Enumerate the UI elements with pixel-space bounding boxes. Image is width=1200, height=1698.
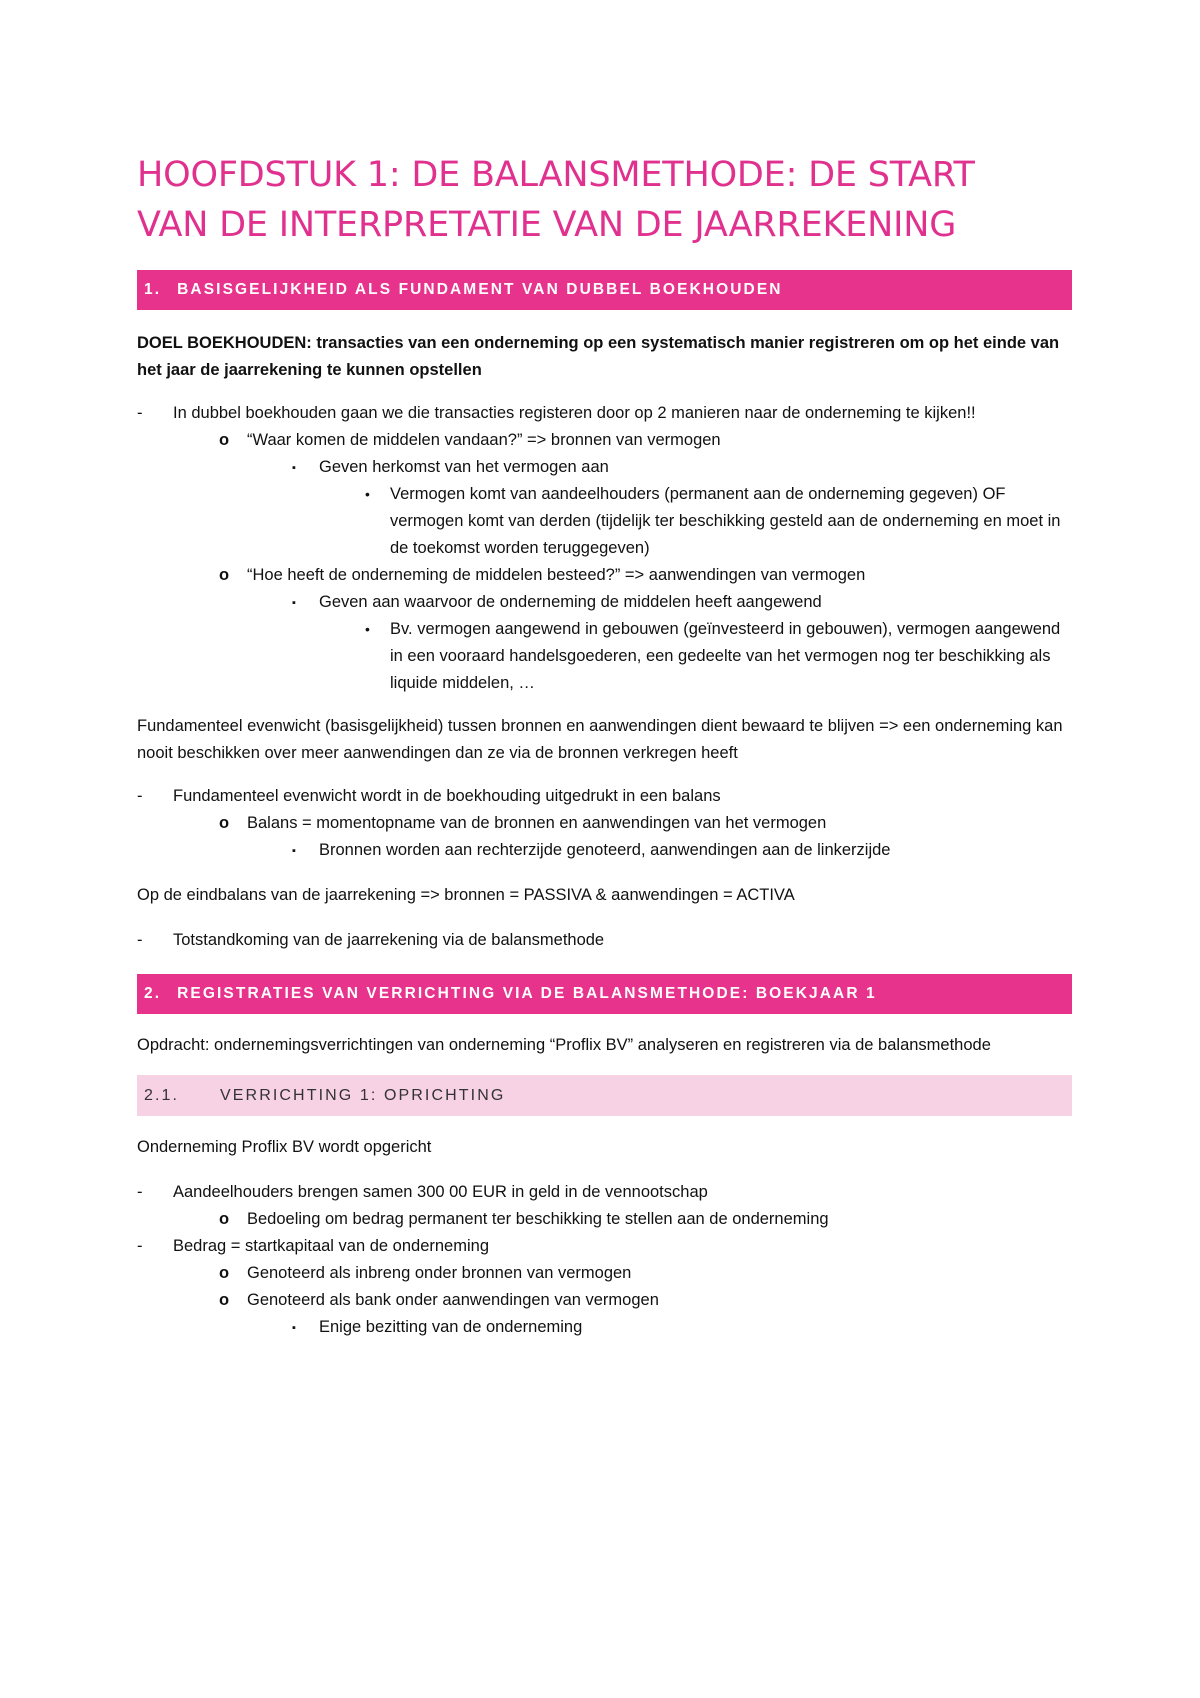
section-2-1-heading (137, 1075, 1072, 1116)
list-item (137, 400, 1072, 427)
section-1-number: 1. (144, 281, 162, 298)
circle-bullet: o (219, 1264, 230, 1282)
list-item-text: Aandeelhouders brengen samen 300 00 EUR in geld in de vennootschap (173, 1183, 708, 1201)
dash-bullet: - (137, 787, 143, 805)
opdracht-paragraph: Opdracht: ondernemingsverrichtingen van onderneming “Proflix BV” analyseren en registreren via de balansmethode (137, 1036, 991, 1054)
page-content (137, 150, 1072, 1341)
title-line-2: VAN DE INTERPRETATIE VAN DE JAARREKENING (137, 205, 957, 245)
section-2-1-number: 2.1. (144, 1086, 180, 1104)
document-title (137, 150, 1072, 250)
circle-bullet: o (219, 566, 230, 584)
list-item-text: Balans = momentopname van de bronnen en aanwendingen van het vermogen (247, 814, 827, 832)
square-bullet: ▪ (292, 462, 296, 474)
circle-bullet: o (219, 1291, 230, 1309)
list-item-text: Vermogen komt van aandeelhouders (permanent aan de onderneming gegeven) OF vermogen komt van derden (tijdelijk ter beschikking gesteld aan de onderneming en moet in de toekomst worden teruggegeven) (390, 485, 1061, 557)
dash-bullet: - (137, 1237, 143, 1255)
dot-bullet: • (365, 486, 370, 502)
list-item (137, 562, 1072, 589)
section-2-heading-text: REGISTRATIES VAN VERRICHTING VIA DE BALANSMETHODE: BOEKJAAR 1 (177, 985, 877, 1002)
list-item-text: Totstandkoming van de jaarrekening via de balansmethode (173, 931, 605, 949)
list-item (137, 481, 1072, 562)
list-item-text: In dubbel boekhouden gaan we die transacties registeren door op 2 manieren naar de onderneming te kijken!! (173, 404, 976, 422)
list-item-text: Geven aan waarvoor de onderneming de middelen heeft aangewend (319, 593, 822, 611)
square-bullet: ▪ (292, 1322, 296, 1334)
dot-bullet: • (365, 621, 370, 637)
section-2-heading (137, 974, 1072, 1014)
list-item-text: Geven herkomst van het vermogen aan (319, 458, 609, 476)
list-item (137, 1179, 1072, 1206)
list-item-text: Bedoeling om bedrag permanent ter beschikking te stellen aan de onderneming (247, 1210, 829, 1228)
list-item (137, 783, 1072, 810)
section-1-heading (137, 270, 1072, 310)
list-item-text: Fundamenteel evenwicht wordt in de boekhouding uitgedrukt in een balans (173, 787, 721, 805)
square-bullet: ▪ (292, 845, 296, 857)
fundamenteel-paragraph: Fundamenteel evenwicht (basisgelijkheid) tussen bronnen en aanwendingen dient bewaard te blijven => een onderneming kan nooit beschikken over meer aanwendingen dan ze via de bronnen verkregen heeft (137, 717, 1063, 762)
title-line-1: HOOFDSTUK 1: DE BALANSMETHODE: DE START (137, 155, 975, 195)
list-item (137, 1233, 1072, 1260)
list-item (137, 616, 1072, 697)
list-item-text: “Hoe heeft de onderneming de middelen besteed?” => aanwendingen van vermogen (247, 566, 866, 584)
list-item (137, 837, 1072, 864)
dash-bullet: - (137, 931, 143, 949)
square-bullet: ▪ (292, 597, 296, 609)
eindbalans-paragraph: Op de eindbalans van de jaarrekening => bronnen = PASSIVA & aanwendingen = ACTIVA (137, 886, 795, 904)
list-item-text: Bedrag = startkapitaal van de onderneming (173, 1237, 489, 1255)
list-item (137, 1206, 1072, 1233)
list-item-text: Enige bezitting van de onderneming (319, 1318, 583, 1336)
list-item (137, 1260, 1072, 1287)
list-item (137, 589, 1072, 616)
doel-paragraph: DOEL BOEKHOUDEN: transacties van een onderneming op een systematisch manier registreren om op het einde van het jaar de jaarrekening te kunnen opstellen (137, 334, 1060, 379)
list-item (137, 427, 1072, 454)
list-item-text: Genoteerd als bank onder aanwendingen van vermogen (247, 1291, 659, 1309)
oprichting-intro: Onderneming Proflix BV wordt opgericht (137, 1138, 432, 1156)
circle-bullet: o (219, 431, 230, 449)
list-item (137, 454, 1072, 481)
list-item (137, 1287, 1072, 1314)
list-item (137, 1314, 1072, 1341)
list-item (137, 810, 1072, 837)
dash-bullet: - (137, 1183, 143, 1201)
section-2-1-heading-text: VERRICHTING 1: OPRICHTING (220, 1086, 506, 1104)
section-2-number: 2. (144, 985, 162, 1002)
circle-bullet: o (219, 814, 230, 832)
circle-bullet: o (219, 1210, 230, 1228)
list-item-text: Genoteerd als inbreng onder bronnen van vermogen (247, 1264, 632, 1282)
dash-bullet: - (137, 404, 143, 422)
list-item-text: Bronnen worden aan rechterzijde genoteerd, aanwendingen aan de linkerzijde (319, 841, 891, 859)
list-item-text: Bv. vermogen aangewend in gebouwen (geïnvesteerd in gebouwen), vermogen aangewend in een vooraard handelsgoederen, een gedeelte van het vermogen nog ter beschikking als liquide middelen, … (390, 620, 1061, 692)
list-item-text: “Waar komen de middelen vandaan?” => bronnen van vermogen (247, 431, 721, 449)
section-1-heading-text: BASISGELIJKHEID ALS FUNDAMENT VAN DUBBEL BOEKHOUDEN (177, 281, 783, 298)
list-item (137, 927, 1072, 954)
